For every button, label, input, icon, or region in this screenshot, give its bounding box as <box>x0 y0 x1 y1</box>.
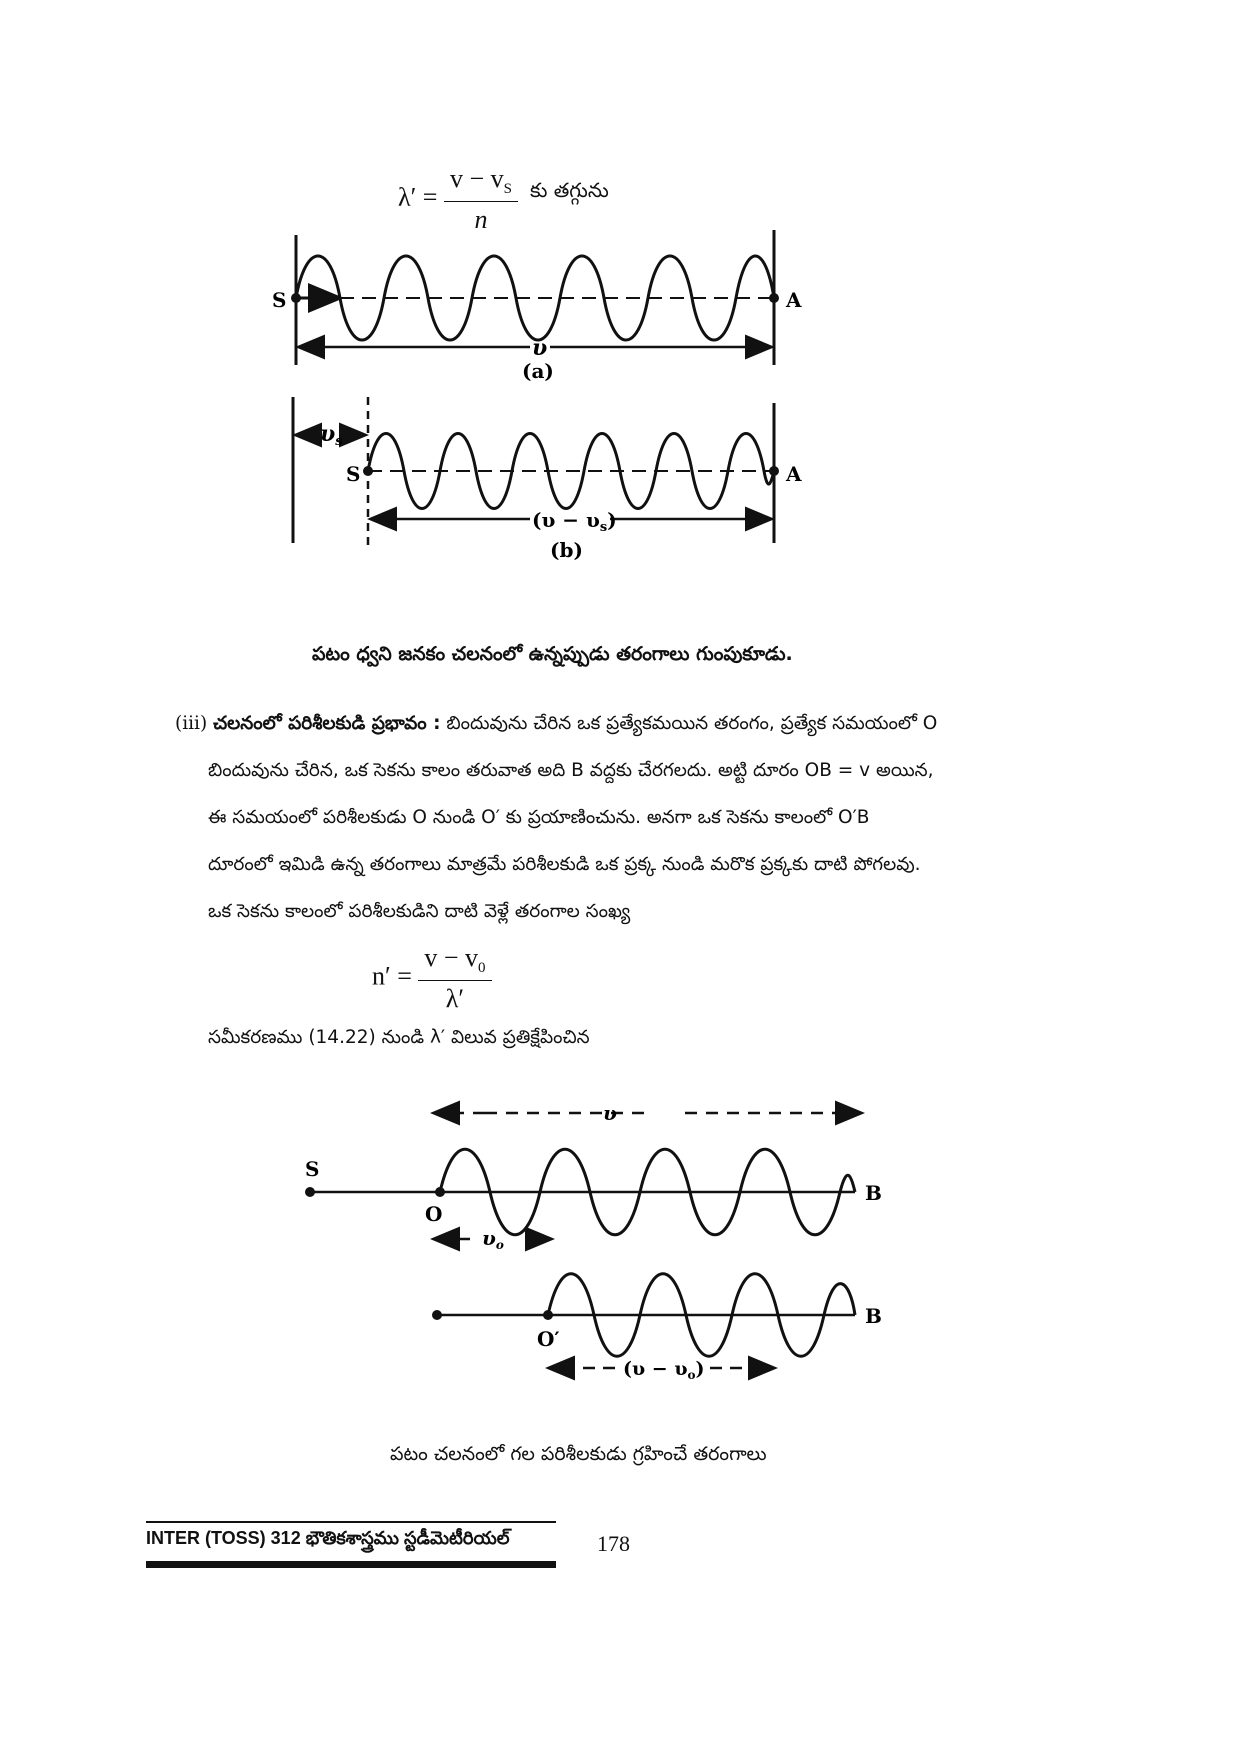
section-line-2: బిందువును చేరిన, ఒక సెకను కాలం తరువాత అది B వద్దకు చేరగలదు. అట్టి దూరం OB = v అయిన, <box>208 760 934 781</box>
footer-rule-top <box>146 1521 556 1523</box>
section-line-5: ఒక సెకను కాలంలో పరిశీలకుడిని దాటి వెళ్లే తరంగాల సంఖ్య <box>208 901 631 922</box>
substitution-line: సమీకరణము (14.22) నుండి λ′ విలువ ప్రతిక్షేపించిన <box>208 1027 590 1048</box>
footer-rule-bottom <box>146 1561 556 1568</box>
page-number: 178 <box>597 1531 630 1556</box>
section-observer-motion <box>175 700 1095 935</box>
section-marker: (iii) <box>175 713 208 734</box>
section-line-3: ఈ సమయంలో పరిశీలకుడు O నుండి O′ కు ప్రయాణించును. అనగా ఒక సెకను కాలంలో O′B <box>208 807 870 828</box>
label-o-prime: O′ <box>537 1327 560 1351</box>
label-b-2: B <box>865 1304 882 1328</box>
label-a-a: A <box>786 288 802 312</box>
equation-mid-denominator: λ′ <box>445 984 465 1014</box>
label-vs-b: υs <box>320 421 343 449</box>
figure-observer-motion <box>285 1095 905 1395</box>
label-v0: $\upsilon_o$ <box>482 1226 504 1252</box>
label-s: S <box>305 1157 320 1181</box>
section-heading: చలనంలో పరిశీలకుడి ప్రభావం : <box>213 713 441 734</box>
footer-title: INTER (TOSS) 312 భౌతికశాస్త్రము స్టడీమెటీరియల్ <box>146 1528 510 1548</box>
equation-lhs: λ′ = <box>398 182 438 212</box>
label-vminus-b: $(\upsilon - \upsilon_s)$ <box>532 508 617 535</box>
equation-denominator: n <box>474 205 488 235</box>
label-vminus: $(\upsilon - \upsilon_o)$ <box>623 1358 705 1382</box>
label-v: υ <box>603 1101 617 1125</box>
label-b-1: B <box>865 1181 882 1205</box>
figure1-caption: పటం ధ్వని జనకం చలనంలో ఉన్నప్పుడు తరంగాలు గుంపుకూడు. <box>312 643 793 665</box>
equation-n-prime <box>372 943 492 1014</box>
section-line-1-text: బిందువును చేరిన ఒక ప్రత్యేకమయిన తరంగం, ప్రత్యేక సమయంలో O <box>446 713 938 734</box>
equation-mid-numerator: $v - v_0$ <box>418 943 491 981</box>
section-line-4: దూరంలో ఇమిడి ఉన్న తరంగాలు మాత్రమే పరిశీలకుడి ఒక ప్రక్క నుండి మరొక ప్రక్కకు దాటి పోగలవు. <box>208 854 921 875</box>
figure-source-motion <box>260 225 820 570</box>
equation-mid-lhs: n′ = <box>372 961 412 991</box>
label-sub-b: (b) <box>550 538 583 562</box>
label-a-b: A <box>786 462 802 486</box>
label-v-a: υ <box>532 335 548 361</box>
equation-numerator: $v - v_S$ <box>444 164 518 202</box>
label-o: O <box>425 1202 443 1226</box>
label-s-a: S <box>272 288 287 312</box>
equation-mid-fraction <box>418 943 491 1014</box>
section-line-1 <box>175 700 1095 747</box>
equation-note: కు తగ్గును <box>530 178 609 202</box>
figure2-caption: పటం చలనంలో గల పరిశీలకుడు గ్రహించే తరంగాలు <box>390 1443 767 1465</box>
label-sub-a: (a) <box>522 359 554 383</box>
label-s-b: S <box>346 462 361 486</box>
